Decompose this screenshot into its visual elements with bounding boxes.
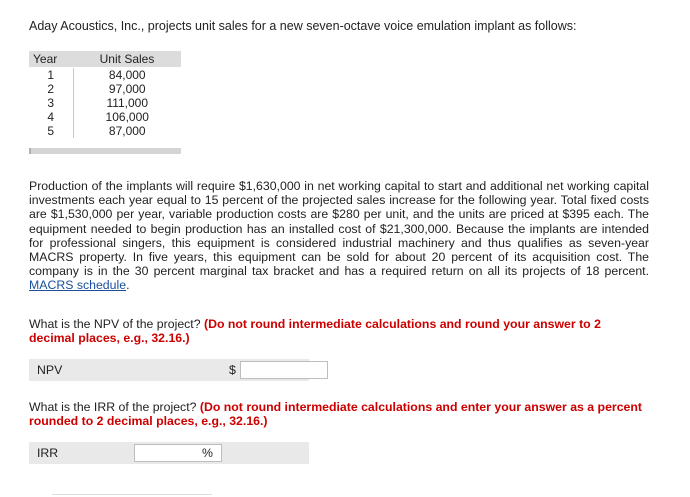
table-row [29,68,181,83]
table-row [29,96,181,110]
unit-sales-cell: 84,000 [108,68,146,82]
table-header-row [29,51,181,68]
intro-text: Aday Acoustics, Inc., projects unit sales for a new seven-octave voice emulation implant as follows: [29,19,577,33]
unit-sales-header: Unit Sales [73,51,181,68]
year-cell: 1 [29,68,73,83]
unit-sales-cell: 87,000 [108,124,146,138]
year-cell: 5 [29,124,73,138]
dollar-sign: $ [229,363,236,377]
npv-label: NPV [37,363,63,377]
irr-instruction-note: (Do not round intermediate calculations and enter your answer as a percent rounded to 2 decimal places, e.g., 32.16.) [29,400,642,429]
npv-instruction-note: (Do not round intermediate calculations and round your answer to 2 decimal places, e.g., 32.16.) [29,317,601,346]
problem-paragraph [29,179,649,293]
npv-question [29,317,649,345]
divider [52,494,212,495]
table-row [29,82,181,96]
year-cell: 2 [29,82,73,96]
problem-text: Production of the implants will require $1,630,000 in net working capital to start and additional net working capital investments each year equal to 15 percent of the projected sales increase for the following year. Total fixed costs are $1,530,000 per year, variable production costs are $280 per unit, and the units are priced at $395 each. The equipment needed to begin production has an installed cost of $21,300,000. Because the implants are intended for professional singers, this equipment is considered industrial machinery and thus qualifies as seven-year MACRS property. In five years, this equipment can be sold for about 20 percent of its acquisition cost. The company is in the 30 percent marginal tax bracket and has a required return on all its projects of 18 percent. [29,179,649,279]
percent-sign: % [202,446,213,460]
unit-sales-cell: 97,000 [108,82,146,96]
unit-sales-table [29,51,181,138]
npv-input[interactable] [240,361,328,379]
irr-question-text: What is the IRR of the project? [29,400,200,414]
year-cell: 4 [29,110,73,124]
irr-label: IRR [37,446,59,460]
macrs-schedule-link[interactable]: MACRS schedule [29,278,127,293]
year-header: Year [29,51,73,68]
year-cell: 3 [29,96,73,110]
npv-answer-row [29,359,309,381]
unit-sales-cell: 106,000 [105,110,149,124]
table-row [29,110,181,124]
npv-question-text: What is the NPV of the project? [29,317,204,331]
problem-text-tail: . [126,278,130,293]
table-horizontal-scrollbar[interactable] [29,148,181,154]
irr-question [29,400,649,428]
irr-answer-row [29,442,309,464]
table-row [29,124,181,138]
unit-sales-cell: 111,000 [106,96,149,110]
